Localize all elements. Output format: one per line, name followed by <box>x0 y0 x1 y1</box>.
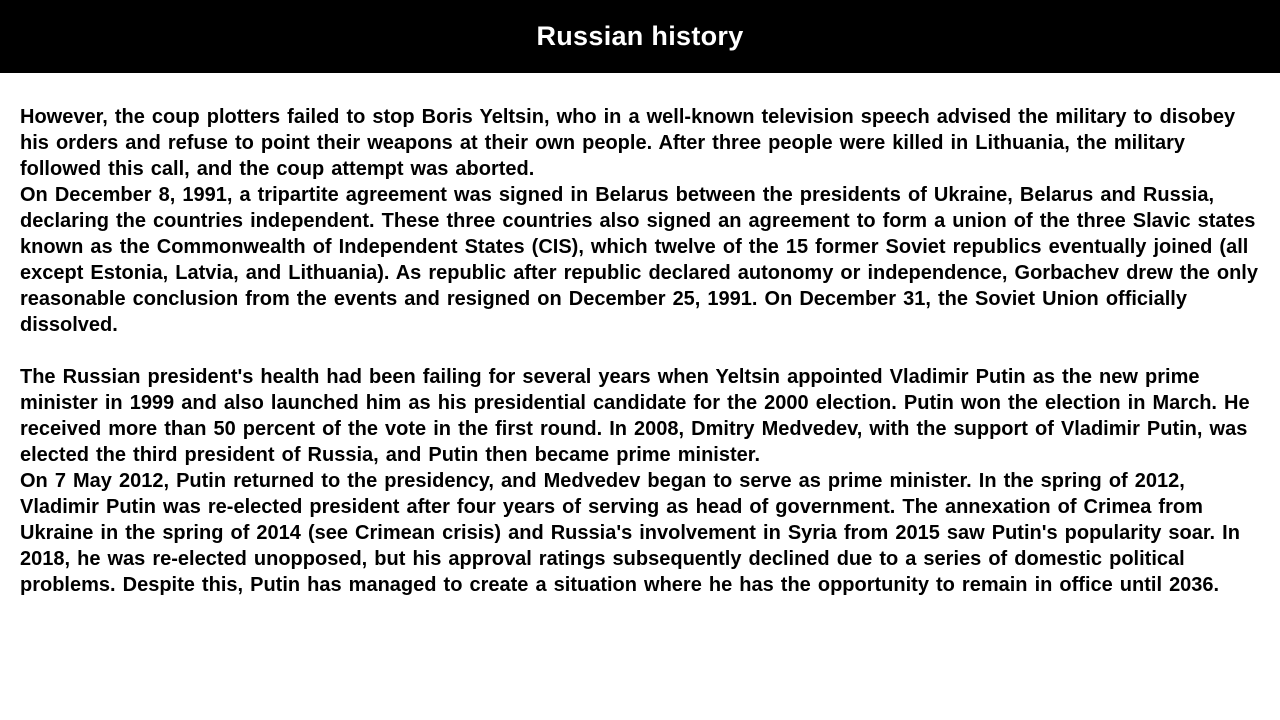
paragraph-dissolution: On December 8, 1991, a tripartite agreement was signed in Belarus between the presidents of Ukraine, Belarus and Russia, declaring the countries independent. These three countries also signed an agreement to form a union of the three Slavic states known as the Commonwealth of Independent States (CIS), which twelve of the 15 former Soviet republics eventually joined (all except Estonia, Latvia, and Lithuania). As republic after republic declared autonomy or independence, Gorbachev drew the only reasonable conclusion from the events and resigned on December 25, 1991. On December 31, the Soviet Union officially dissolved. <box>20 184 1258 336</box>
paragraph-coup: However, the coup plotters failed to stop Boris Yeltsin, who in a well-known television speech advised the military to disobey his orders and refuse to point their weapons at their own people. After three people were killed in Lithuania, the military followed this call, and the coup attempt was aborted. <box>20 106 1236 180</box>
paragraph-putin-presidency: On 7 May 2012, Putin returned to the presidency, and Medvedev began to serve as prime minister. In the spring of 2012, Vladimir Putin was re-elected president after four years of serving as head of government. The annexation of Crimea from Ukraine in the spring of 2014 (see Crimean crisis) and Russia's involvement in Syria from 2015 saw Putin's popularity soar. In 2018, he was re-elected unopposed, but his approval ratings subsequently declined due to a series of domestic political problems. Despite this, Putin has managed to create a situation where he has the opportunity to remain in office until 2036. <box>20 470 1240 596</box>
paragraph-yeltsin-putin: The Russian president's health had been failing for several years when Yeltsin appointed Vladimir Putin as the new prime minister in 1999 and also launched him as his presidential candidate for the 2000 election. Putin won the election in March. He received more than 50 percent of the vote in the first round. In 2008, Dmitry Medvedev, with the support of Vladimir Putin, was elected the third president of Russia, and Putin then became prime minister. <box>20 366 1250 466</box>
header-bar <box>0 0 1280 73</box>
article-body <box>0 73 1280 598</box>
page-title: Russian history <box>536 21 744 51</box>
